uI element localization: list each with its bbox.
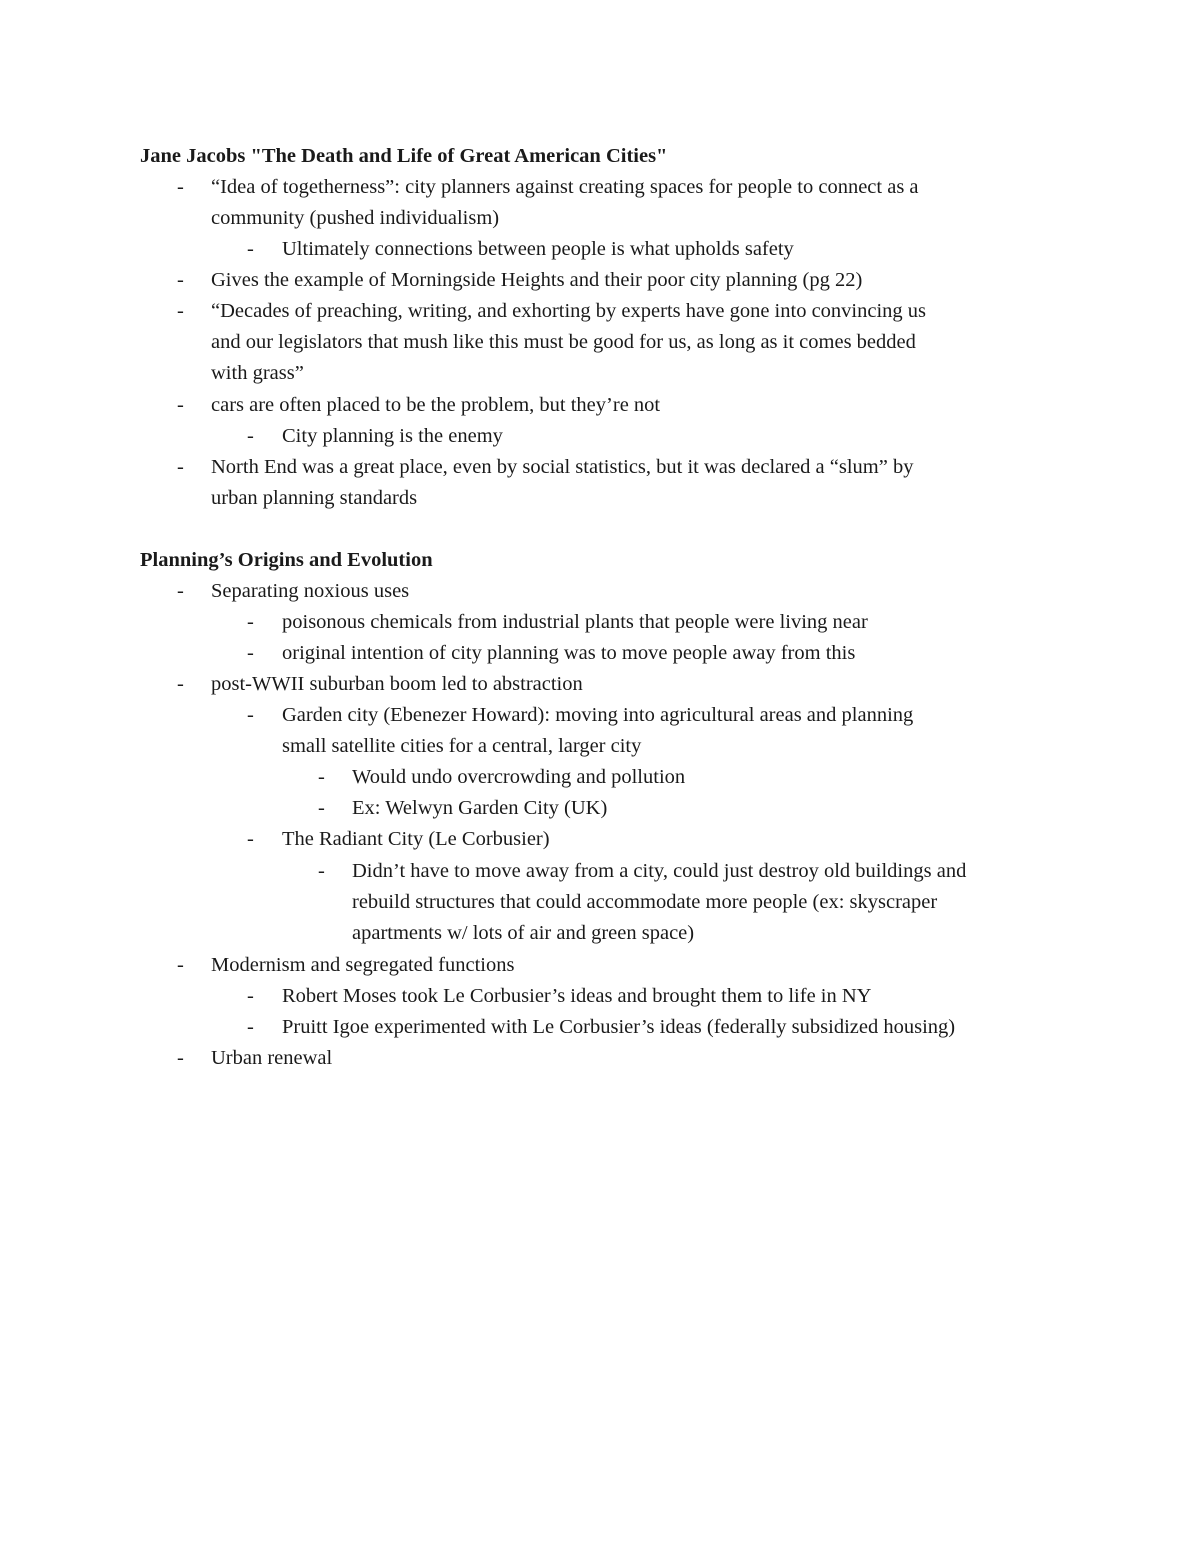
list-item: Gives the example of Morningside Heights and their poor city planning (pg 22) — [211, 269, 863, 291]
bullet-dash: - — [247, 425, 254, 447]
bullet-dash: - — [177, 394, 184, 416]
bullet-dash: - — [247, 1016, 254, 1038]
sub-list-item: poisonous chemicals from industrial plants that people were living near — [282, 611, 868, 633]
bullet-dash: - — [247, 642, 254, 664]
list-item: Separating noxious uses — [211, 580, 410, 602]
bullet-dash: - — [247, 238, 254, 260]
list-item-continuation: and our legislators that mush like this must be good for us, as long as it comes bedded — [211, 331, 916, 353]
sub-list-item: Garden city (Ebenezer Howard): moving into agricultural areas and planning — [282, 704, 914, 726]
bullet-dash: - — [177, 456, 184, 478]
list-item: cars are often placed to be the problem, but they’re not — [211, 394, 661, 416]
list-item: “Idea of togetherness”: city planners against creating spaces for people to connect as a — [211, 176, 919, 198]
sub-list-item: The Radiant City (Le Corbusier) — [282, 828, 550, 850]
section-heading-jane-jacobs: Jane Jacobs "The Death and Life of Great American Cities" — [140, 145, 668, 167]
list-item-continuation: with grass” — [211, 362, 304, 384]
sub-sub-list-item: Didn’t have to move away from a city, could just destroy old buildings and — [352, 860, 967, 882]
sub-sub-list-item: Would undo overcrowding and pollution — [352, 766, 686, 788]
bullet-dash: - — [177, 300, 184, 322]
list-item-continuation: urban planning standards — [211, 487, 418, 509]
bullet-dash: - — [177, 673, 184, 695]
bullet-dash: - — [247, 704, 254, 726]
bullet-dash: - — [318, 766, 325, 788]
bullet-dash: - — [177, 269, 184, 291]
sub-list-item: original intention of city planning was to move people away from this — [282, 642, 856, 664]
sub-list-item: City planning is the enemy — [282, 425, 503, 447]
sub-list-item-continuation: small satellite cities for a central, larger city — [282, 735, 642, 757]
sub-list-item: Robert Moses took Le Corbusier’s ideas and brought them to life in NY — [282, 985, 872, 1007]
bullet-dash: - — [177, 176, 184, 198]
sub-list-item: Ultimately connections between people is what upholds safety — [282, 238, 794, 260]
bullet-dash: - — [247, 611, 254, 633]
bullet-dash: - — [177, 1047, 184, 1069]
sub-sub-list-item-continuation: apartments w/ lots of air and green space) — [352, 922, 695, 944]
list-item: Urban renewal — [211, 1047, 333, 1069]
bullet-dash: - — [318, 797, 325, 819]
list-item-continuation: community (pushed individualism) — [211, 207, 500, 229]
bullet-dash: - — [177, 954, 184, 976]
list-item: North End was a great place, even by social statistics, but it was declared a “slum” by — [211, 456, 914, 478]
section-heading-planning-origins: Planning’s Origins and Evolution — [140, 549, 433, 571]
bullet-dash: - — [247, 828, 254, 850]
list-item: Modernism and segregated functions — [211, 954, 515, 976]
bullet-dash: - — [177, 580, 184, 602]
sub-list-item: Pruitt Igoe experimented with Le Corbusier’s ideas (federally subsidized housing) — [282, 1016, 956, 1038]
sub-sub-list-item-continuation: rebuild structures that could accommodate more people (ex: skyscraper — [352, 891, 938, 913]
bullet-dash: - — [247, 985, 254, 1007]
sub-sub-list-item: Ex: Welwyn Garden City (UK) — [352, 797, 608, 819]
list-item: “Decades of preaching, writing, and exhorting by experts have gone into convincing us — [211, 300, 927, 322]
list-item: post-WWII suburban boom led to abstraction — [211, 673, 583, 695]
bullet-dash: - — [318, 860, 325, 882]
